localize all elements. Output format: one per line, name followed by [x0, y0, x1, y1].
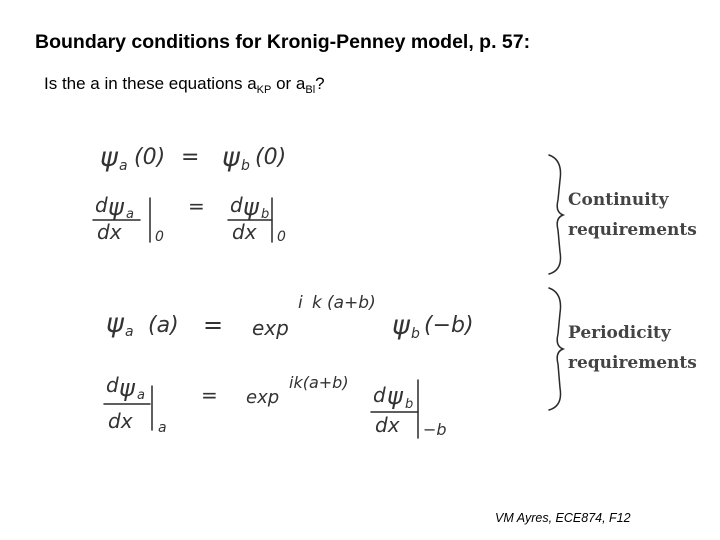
svg-text:ψ: ψ	[222, 142, 240, 173]
svg-text:(a): (a)	[148, 313, 179, 338]
svg-text:k: k	[312, 293, 322, 313]
question-subscript-kp: KP	[256, 84, 272, 96]
svg-text:dx: dx	[97, 220, 122, 244]
svg-text:exp: exp	[246, 387, 280, 408]
svg-text:(0): (0)	[134, 145, 166, 170]
svg-text:ψ: ψ	[119, 374, 135, 402]
svg-text:a: a	[119, 158, 128, 174]
periodicity-label-line2: requirements	[568, 353, 697, 373]
svg-text:−b: −b	[423, 420, 447, 439]
svg-text:(−b): (−b)	[424, 313, 474, 338]
svg-text:0: 0	[277, 229, 286, 245]
equation-periodicity-derivative	[104, 373, 447, 439]
question-middle: or a	[271, 74, 306, 93]
svg-text:(a+b): (a+b)	[327, 293, 376, 313]
periodicity-brace	[549, 288, 563, 410]
continuity-label-line2: requirements	[568, 220, 697, 240]
svg-text:d: d	[106, 373, 119, 397]
equation-continuity-value	[100, 142, 286, 174]
svg-text:=: =	[201, 383, 218, 407]
svg-text:=: =	[181, 145, 200, 170]
svg-text:a: a	[137, 388, 145, 403]
svg-text:ψ: ψ	[108, 193, 124, 221]
svg-text:ik(a+b): ik(a+b)	[289, 373, 349, 392]
svg-text:i: i	[298, 293, 303, 313]
footer-credit: VM Ayres, ECE874, F12	[495, 511, 631, 525]
svg-text:d: d	[373, 383, 386, 407]
svg-text:b: b	[411, 326, 420, 342]
periodicity-label-line1: Periodicity	[568, 323, 671, 343]
svg-text:ψ: ψ	[387, 382, 403, 410]
svg-text:a: a	[126, 207, 134, 222]
slide-title: Boundary conditions for Kronig-Penney model, p. 57:	[35, 31, 531, 53]
svg-text:exp: exp	[252, 316, 289, 340]
continuity-label	[568, 185, 697, 245]
svg-text:a: a	[125, 324, 134, 340]
svg-text:b: b	[405, 397, 414, 412]
question-prefix: Is the a in these equations a	[44, 74, 257, 93]
svg-text:=: =	[203, 311, 224, 339]
svg-text:b: b	[261, 207, 270, 222]
svg-text:d: d	[95, 193, 108, 217]
svg-text:b: b	[241, 158, 250, 174]
svg-text:ψ: ψ	[106, 308, 124, 339]
svg-text:(0): (0)	[255, 145, 287, 170]
svg-text:ψ: ψ	[243, 193, 259, 221]
svg-text:ψ: ψ	[392, 310, 410, 341]
svg-text:=: =	[188, 194, 205, 218]
svg-text:dx: dx	[108, 409, 133, 433]
equation-continuity-derivative	[93, 193, 286, 245]
periodicity-label	[568, 318, 697, 378]
equation-periodicity-value	[106, 293, 474, 342]
svg-text:dx: dx	[375, 413, 400, 437]
svg-text:ψ: ψ	[100, 142, 118, 173]
continuity-brace	[549, 155, 563, 274]
question-suffix: ?	[315, 74, 325, 93]
svg-text:dx: dx	[232, 220, 257, 244]
svg-text:0: 0	[155, 229, 164, 245]
svg-text:d: d	[230, 193, 243, 217]
svg-text:a: a	[158, 420, 167, 436]
question-subscript-bl: Bl	[305, 84, 316, 96]
continuity-label-line1: Continuity	[568, 190, 669, 210]
